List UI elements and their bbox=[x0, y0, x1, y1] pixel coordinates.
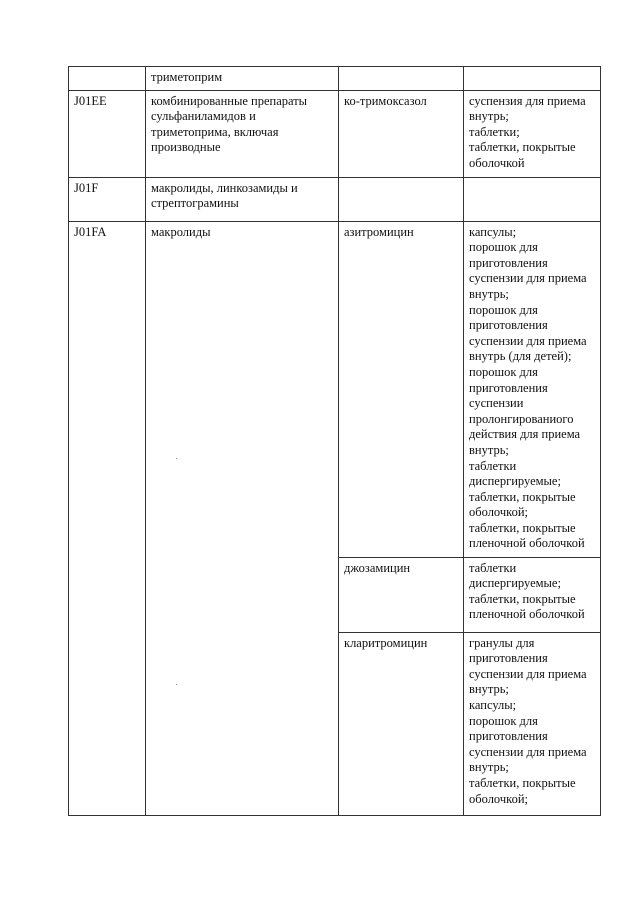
dosage-forms-cell: капсулы; порошок для приготовления суспензии для приема внутрь; порошок для приготовления суспензии для приема внутрь (для детей); порошок для приготовления суспензии пролонгированиого действия для приема внутрь; таблетки диспергируемые; таблетки, покрытые оболочкой; таблетки, покрытые пленочной оболочкой bbox=[464, 221, 601, 557]
drug-name-cell: ко-тримоксазол bbox=[339, 90, 464, 177]
group-name-cell: комбинированные препараты сульфаниламидов и триметоприма, включая производные bbox=[146, 90, 339, 177]
drug-name-cell: азитромицин bbox=[339, 221, 464, 557]
table-row bbox=[69, 67, 601, 91]
drug-name-cell bbox=[339, 67, 464, 91]
dosage-forms-cell: суспензия для приема внутрь; таблетки; таблетки, покрытые оболочкой bbox=[464, 90, 601, 177]
dosage-forms-cell: таблетки диспергируемые; таблетки, покрытые пленочной оболочкой bbox=[464, 557, 601, 632]
atc-code-cell: J01F bbox=[69, 177, 146, 221]
table-row bbox=[69, 177, 601, 221]
atc-code-cell: J01FA bbox=[69, 221, 146, 815]
atc-code-cell: J01EE bbox=[69, 90, 146, 177]
table-row bbox=[69, 90, 601, 177]
group-name-cell: триметоприм bbox=[146, 67, 339, 91]
atc-code-cell bbox=[69, 67, 146, 91]
table-row bbox=[69, 221, 601, 557]
group-name-cell: макролиды bbox=[146, 221, 339, 815]
drug-name-cell: кларитромицин bbox=[339, 632, 464, 815]
dosage-forms-cell: гранулы для приготовления суспензии для приема внутрь; капсулы; порошок для приготовления суспензии для приема внутрь; таблетки, покрытые оболочкой; bbox=[464, 632, 601, 815]
dosage-forms-cell bbox=[464, 177, 601, 221]
dosage-forms-cell bbox=[464, 67, 601, 91]
drug-name-cell: джозамицин bbox=[339, 557, 464, 632]
group-name-cell: макролиды, линкозамиды и стрептограмины bbox=[146, 177, 339, 221]
drug-name-cell bbox=[339, 177, 464, 221]
medication-table bbox=[68, 66, 601, 816]
